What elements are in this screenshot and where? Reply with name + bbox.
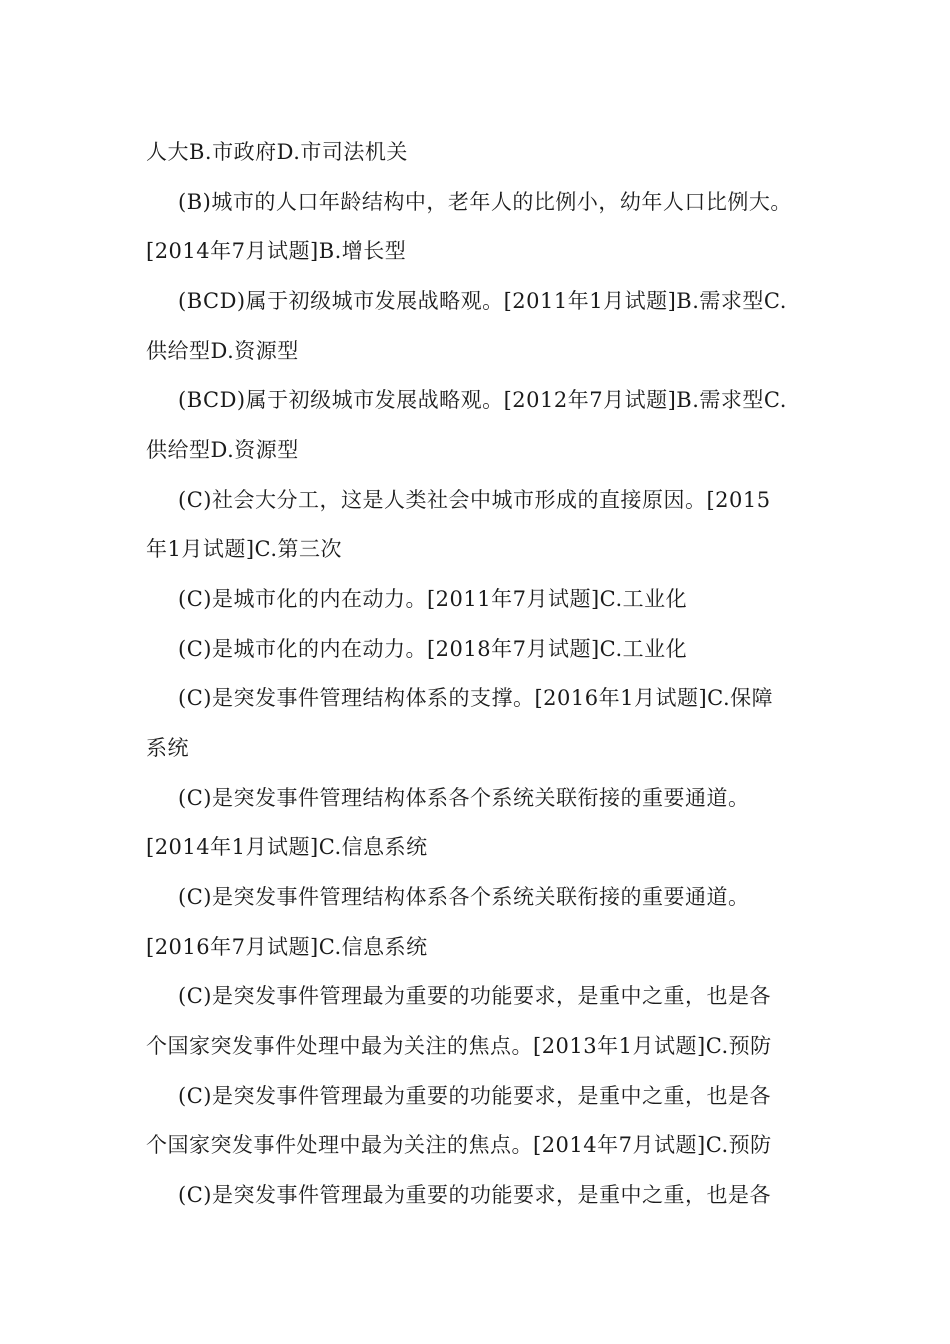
text-line: (C)是突发事件管理结构体系各个系统关联衔接的重要通道。 [178,786,750,810]
text-line: [2016年7月试题]C.信息系统 [146,935,428,959]
text-line: (C)是突发事件管理结构体系各个系统关联衔接的重要通道。 [178,885,750,909]
text-line: 人大B.市政府D.市司法机关 [146,140,408,164]
text-line: 供给型D.资源型 [146,438,299,462]
text-line: (C)是突发事件管理最为重要的功能要求，是重中之重，也是各 [178,1183,771,1207]
text-line: 个国家突发事件处理中最为关注的焦点。[2014年7月试题]C.预防 [146,1133,772,1157]
text-line: 年1月试题]C.第三次 [146,537,343,561]
text-line: (C)社会大分工，这是人类社会中城市形成的直接原因。[2015 [178,488,771,512]
text-line: (C)是突发事件管理结构体系的支撑。[2016年1月试题]C.保障 [178,686,774,710]
text-line: (BCD)属于初级城市发展战略观。[2011年1月试题]B.需求型C. [178,289,787,313]
text-line: (BCD)属于初级城市发展战略观。[2012年7月试题]B.需求型C. [178,388,787,412]
text-line: (B)城市的人口年龄结构中，老年人的比例小，幼年人口比例大。 [178,190,792,214]
text-line: (C)是城市化的内在动力。[2018年7月试题]C.工业化 [178,637,688,661]
text-line: (C)是城市化的内在动力。[2011年7月试题]C.工业化 [178,587,688,611]
text-line: [2014年7月试题]B.增长型 [146,239,407,263]
text-line: (C)是突发事件管理最为重要的功能要求，是重中之重，也是各 [178,1084,771,1108]
text-line: (C)是突发事件管理最为重要的功能要求，是重中之重，也是各 [178,984,771,1008]
text-line: 供给型D.资源型 [146,339,299,363]
text-line: 个国家突发事件处理中最为关注的焦点。[2013年1月试题]C.预防 [146,1034,772,1058]
text-line: 系统 [146,736,189,760]
text-line: [2014年1月试题]C.信息系统 [146,835,428,859]
